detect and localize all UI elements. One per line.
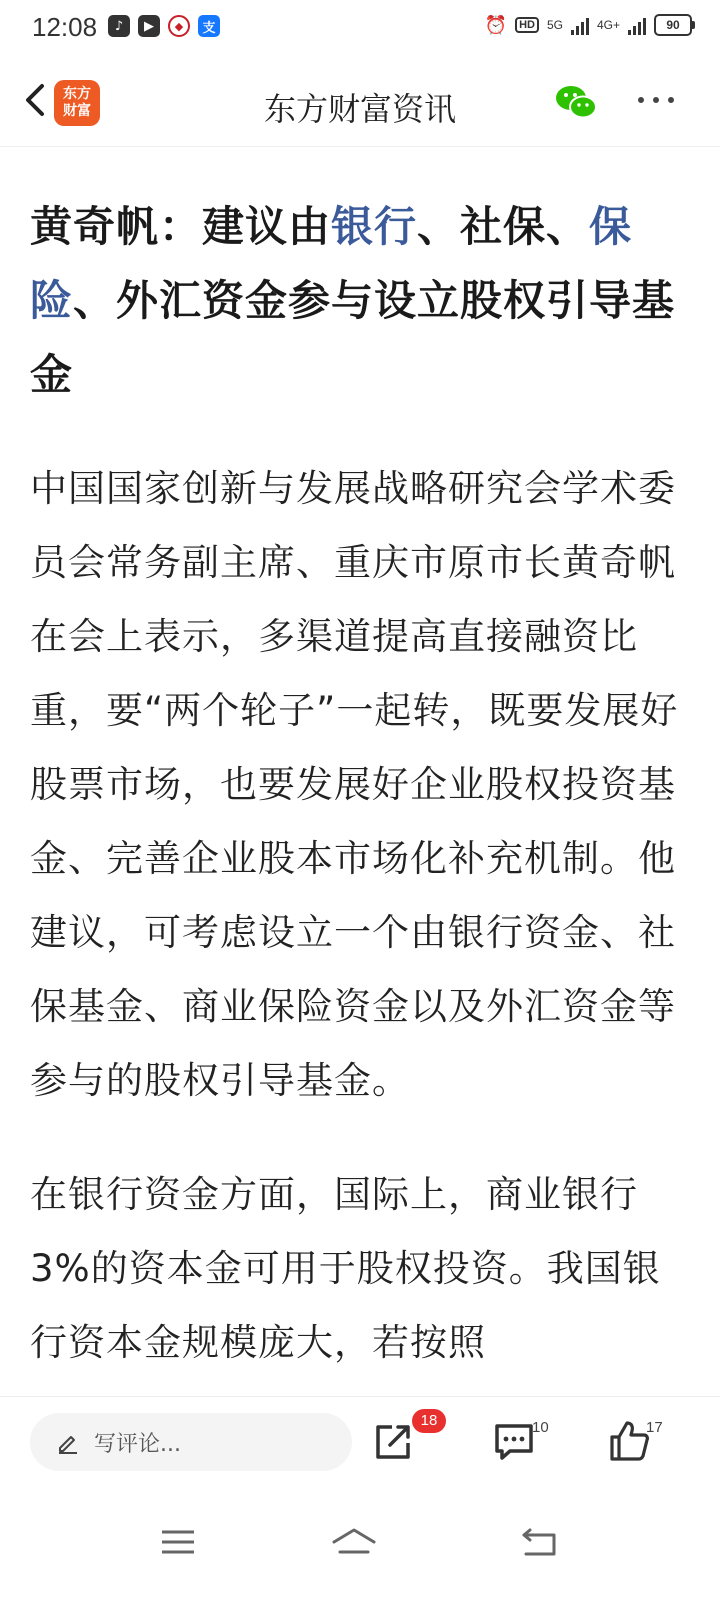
video-app-icon: ▶ bbox=[138, 15, 160, 37]
comment-icon[interactable] bbox=[492, 1419, 536, 1463]
bottom-action-bar bbox=[0, 1396, 720, 1489]
page-title: 东方财富资讯 bbox=[263, 90, 456, 128]
notification-icons bbox=[108, 15, 220, 37]
back-nav-icon[interactable] bbox=[518, 1522, 562, 1562]
wechat-share-icon[interactable] bbox=[554, 82, 598, 122]
like-count: 17 bbox=[646, 1419, 663, 1436]
home-icon[interactable] bbox=[330, 1522, 378, 1562]
menu-icon[interactable] bbox=[156, 1522, 200, 1562]
battery-icon bbox=[654, 14, 692, 36]
keyword-link[interactable]: 银行 bbox=[331, 202, 418, 251]
article-headline: 黄奇帆：建议由银行、社保、保险、外汇资金参与设立股权引导基金 bbox=[30, 202, 676, 399]
status-time: 12:08 bbox=[32, 12, 98, 42]
hd-icon: HD bbox=[515, 17, 539, 33]
tiktok-icon: ♪ bbox=[108, 15, 130, 37]
comment-input[interactable] bbox=[30, 1413, 352, 1471]
share-icon[interactable] bbox=[372, 1419, 416, 1463]
article-paragraph: 在银行资金方面，国际上，商业银行3%的资本金可用于股权投资。我国银行资本金规模庞大，若按照 bbox=[30, 1173, 661, 1364]
pen-icon bbox=[56, 1430, 80, 1454]
signal-icon bbox=[571, 15, 589, 35]
article-body bbox=[30, 190, 680, 1380]
network-5g-label: 5G bbox=[546, 18, 563, 32]
signal-icon-2 bbox=[628, 15, 646, 35]
alarm-icon: ⏰ bbox=[484, 14, 508, 35]
keyword-link[interactable]: 保险 bbox=[30, 202, 633, 325]
system-indicators bbox=[485, 14, 692, 36]
system-navigation-bar bbox=[0, 1488, 720, 1600]
article-paragraph: 中国国家创新与发展战略研究会学术委员会常务副主席、重庆市原市长黄奇帆在会上表示，多渠道提高直接融资比重，要“两个轮子”一起转，既要发展好股票市场，也要发展好企业股权投资基金、完善企业股本市场化补充机制。他建议，可考虑设立一个由银行资金、社保基金、商业保险资金以及外汇资金等参与的股权引导基金。 bbox=[30, 467, 679, 1102]
comment-count: 10 bbox=[532, 1419, 549, 1436]
app-header bbox=[0, 56, 720, 147]
status-bar bbox=[0, 0, 720, 56]
network-4g-label: 4G+ bbox=[596, 18, 620, 32]
comment-placeholder: 写评论... bbox=[94, 1431, 181, 1457]
share-count-badge: 18 bbox=[412, 1409, 446, 1433]
more-options-icon[interactable] bbox=[636, 80, 676, 120]
bank-app-icon: ◆ bbox=[168, 15, 190, 37]
eastmoney-logo: 东方 财富 bbox=[54, 80, 100, 126]
battery-level: 90 bbox=[666, 18, 680, 32]
alipay-icon: 支 bbox=[198, 15, 220, 37]
